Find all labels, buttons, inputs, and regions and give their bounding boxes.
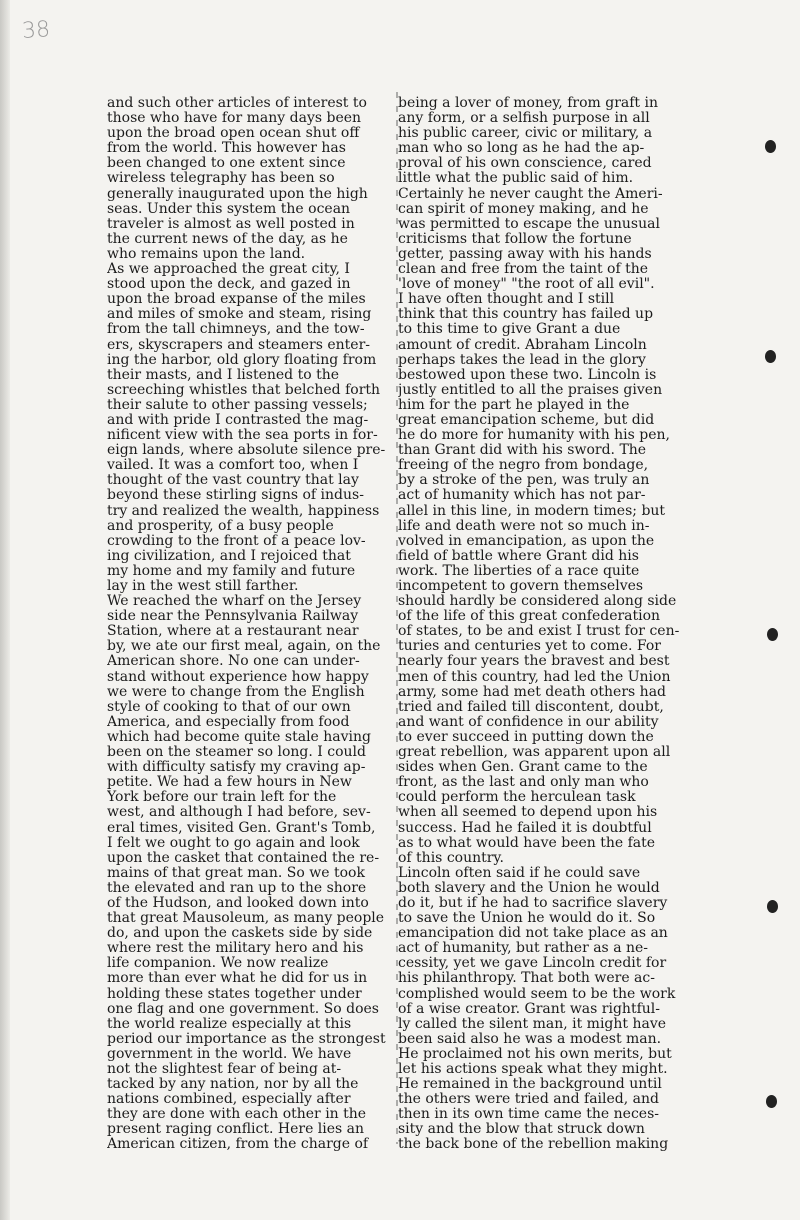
text-line: life and death were not so much in-	[398, 518, 650, 534]
text-line: their masts, and I listened to the	[107, 367, 340, 383]
text-line: He proclaimed not his own merits, but	[398, 1046, 672, 1062]
binding-hole	[765, 140, 776, 153]
text-line: we were to change from the English	[107, 684, 365, 700]
text-line: wireless telegraphy has been so	[107, 171, 335, 187]
text-line: upon the casket that contained the re-	[107, 850, 380, 866]
text-line: the current news of the day, as he	[107, 231, 348, 247]
text-line: seas. Under this system the ocean	[107, 201, 351, 217]
text-line: stood upon the deck, and gazed in	[107, 277, 351, 293]
text-line: act of humanity, but rather as a ne-	[398, 941, 649, 957]
text-line: work. The liberties of a race quite	[398, 563, 640, 579]
text-line: the world realize especially at this	[107, 1016, 352, 1032]
text-line: turies and centuries yet to come. For	[398, 639, 661, 655]
text-line: We reached the wharf on the Jersey	[107, 594, 362, 610]
text-line: do, and upon the caskets side by side	[107, 926, 373, 942]
text-line: thought of the vast country that lay	[107, 473, 359, 489]
text-line: nations combined, especially after	[107, 1092, 351, 1108]
text-line: 'love of money" "the root of all evil".	[398, 277, 655, 293]
text-line: army, some had met death others had	[398, 684, 666, 700]
text-line: beyond these stirling signs of indus-	[107, 488, 364, 504]
text-line: criticisms that follow the fortune	[398, 231, 632, 247]
text-line: any form, or a selfish purpose in all	[398, 111, 650, 127]
binding-hole	[767, 628, 778, 641]
text-line: as to what would have been the fate	[398, 835, 656, 851]
text-line: their salute to other passing vessels;	[107, 397, 368, 413]
text-line: stand without experience how happy	[107, 669, 369, 685]
right-text-column	[398, 96, 688, 1153]
text-line: sity and the blow that struck down	[398, 1122, 645, 1138]
binding-hole	[766, 1095, 777, 1108]
text-line: side near the Pennsylvania Railway	[107, 609, 359, 625]
text-line: upon the broad expanse of the miles	[107, 292, 366, 308]
text-line: that great Mausoleum, as many people	[107, 911, 385, 927]
text-line: complished would seem to be the work	[398, 986, 676, 1002]
text-line: of a wise creator. Grant was rightful-	[398, 1001, 660, 1017]
text-line: Station, where at a restaurant near	[107, 624, 359, 640]
text-line: than Grant did with his sword. The	[398, 443, 647, 459]
text-line: men of this country, had led the Union	[398, 669, 671, 685]
text-line: which had become quite stale having	[107, 729, 372, 745]
text-line: could perform the herculean task	[398, 790, 636, 806]
text-line: when all seemed to depend upon his	[398, 805, 658, 821]
text-line: ly called the silent man, it might have	[398, 1016, 667, 1032]
text-line: and such other articles of interest to	[107, 96, 367, 111]
text-line: and prosperity, of a busy people	[107, 518, 334, 534]
text-line: to save the Union he would do it. So	[398, 911, 656, 927]
text-line: of this country.	[398, 850, 504, 866]
text-line: allel in this line, in modern times; but	[398, 503, 666, 519]
text-line: by a stroke of the pen, was truly an	[398, 473, 650, 489]
text-line: not the slightest fear of being at-	[107, 1062, 342, 1077]
text-line: and miles of smoke and steam, rising	[107, 307, 372, 323]
text-line: to this time to give Grant a due	[398, 322, 621, 338]
text-line: generally inaugurated upon the high	[107, 186, 368, 202]
text-line: those who have for many days been	[107, 111, 362, 127]
text-line: and with pride I contrasted the mag-	[107, 412, 369, 428]
text-line: proval of his own conscience, cared	[398, 156, 652, 172]
text-line: can spirit of money making, and he	[398, 201, 649, 217]
text-line: the back bone of the rebellion making	[398, 1137, 669, 1153]
text-line: tried and failed till discontent, doubt,	[398, 699, 664, 715]
text-line: success. Had he failed it is doubtful	[398, 820, 652, 836]
text-line: of the Hudson, and looked down into	[107, 895, 369, 911]
text-line: style of cooking to that of our own	[107, 699, 351, 715]
text-line: perhaps takes the lead in the glory	[398, 352, 646, 368]
text-line: great emancipation scheme, but did	[398, 412, 655, 428]
page-number: 38	[21, 17, 51, 44]
text-line: traveler is almost as well posted in	[107, 216, 355, 232]
text-line: volved in emancipation, as upon the	[398, 533, 655, 549]
text-line: they are done with each other in the	[107, 1107, 367, 1123]
text-line: both slavery and the Union he would	[398, 880, 660, 896]
text-line: his philanthropy. That both were ac-	[398, 971, 655, 987]
text-line: my home and my family and future	[107, 563, 356, 579]
text-line: government in the world. We have	[107, 1046, 352, 1062]
text-line: do it, but if he had to sacrifice slavery	[398, 895, 668, 911]
text-line: nearly four years the bravest and best	[398, 654, 670, 670]
binding-hole	[767, 900, 778, 913]
text-line: American shore. No one can under-	[107, 654, 360, 670]
text-line: he do more for humanity with his pen,	[398, 428, 671, 444]
text-line: ers, skyscrapers and steamers enter-	[107, 337, 371, 353]
text-line: I have often thought and I still	[398, 292, 615, 308]
text-line: American citizen, from the charge of	[107, 1137, 369, 1153]
binding-hole	[765, 350, 776, 363]
text-line: from the tall chimneys, and the tow-	[107, 322, 365, 338]
text-line: York before our train left for the	[107, 790, 337, 806]
text-line: amount of credit. Abraham Lincoln	[398, 337, 647, 353]
text-line: emancipation did not take place as an	[398, 926, 668, 942]
text-line: eign lands, where absolute silence pre-	[107, 443, 386, 459]
text-line: ing the harbor, old glory floating from	[107, 352, 377, 368]
text-line: present raging conflict. Here lies an	[107, 1122, 365, 1138]
text-line: then in its own time came the neces-	[398, 1107, 659, 1123]
text-line: vailed. It was a comfort too, when I	[107, 458, 359, 474]
scan-edge	[0, 0, 10, 1220]
text-line: incompetent to govern themselves	[398, 579, 644, 594]
text-line: justly entitled to all the praises given	[398, 382, 663, 398]
text-line: been changed to one extent since	[107, 156, 346, 172]
text-line: west, and although I had before, sev-	[107, 805, 371, 821]
text-line: one flag and one government. So does	[107, 1001, 379, 1017]
text-line: As we approached the great city, I	[107, 262, 350, 278]
text-line: with difficulty satisfy my craving ap-	[107, 760, 366, 776]
text-line: upon the broad open ocean shut off	[107, 126, 360, 142]
text-line: crowding to the front of a peace lov-	[107, 533, 366, 549]
text-line: Lincoln often said if he could save	[398, 865, 641, 881]
text-line: try and realized the wealth, happiness	[107, 503, 380, 519]
text-line: his public career, civic or military, a	[398, 126, 653, 142]
text-line: front, as the last and only man who	[398, 775, 649, 791]
text-line: him for the part he played in the	[398, 397, 630, 413]
text-line: little what the public said of him.	[398, 171, 634, 187]
text-line: of the life of this great confederation	[398, 609, 661, 625]
text-line: bestowed upon these two. Lincoln is	[398, 367, 657, 383]
text-line: cessity, yet we gave Lincoln credit for	[398, 956, 667, 972]
text-line: been on the steamer so long. I could	[107, 745, 366, 761]
text-line: from the world. This however has	[107, 141, 346, 157]
text-line: Certainly he never caught the Ameri-	[398, 186, 663, 202]
text-line: let his actions speak what they might.	[398, 1062, 668, 1077]
text-line: getter, passing away with his hands	[398, 246, 652, 262]
text-line: the elevated and ran up to the shore	[107, 880, 367, 896]
text-line: and want of confidence in our ability	[398, 714, 659, 730]
text-line: He remained in the background until	[398, 1077, 662, 1093]
text-line: who remains upon the land.	[107, 246, 306, 262]
text-line: the others were tried and failed, and	[398, 1092, 659, 1108]
text-line: mains of that great man. So we took	[107, 865, 365, 881]
text-line: field of battle where Grant did his	[398, 548, 639, 564]
text-line: being a lover of money, from graft in	[398, 96, 658, 111]
text-line: where rest the military hero and his	[107, 941, 364, 957]
left-text-column	[107, 96, 397, 1153]
text-line: freeing of the negro from bondage,	[398, 458, 649, 474]
text-line: man who so long as he had the ap-	[398, 141, 645, 157]
text-line: period our importance as the strongest	[107, 1031, 386, 1047]
text-line: should hardly be considered along side	[398, 594, 677, 610]
text-line: think that this country has failed up	[398, 307, 654, 323]
text-line: tacked by any nation, nor by all the	[107, 1077, 359, 1093]
text-line: life companion. We now realize	[107, 956, 329, 972]
text-line: by, we ate our first meal, again, on the	[107, 639, 381, 655]
text-line: of states, to be and exist I trust for cen-	[398, 624, 680, 640]
text-line: screeching whistles that belched forth	[107, 382, 381, 398]
text-line: more than ever what he did for us in	[107, 971, 368, 987]
text-line: eral times, visited Gen. Grant's Tomb,	[107, 820, 376, 836]
text-line: was permitted to escape the unusual	[398, 216, 660, 232]
text-line: great rebellion, was apparent upon all	[398, 745, 671, 761]
text-line: ing civilization, and I rejoiced that	[107, 548, 351, 564]
text-line: act of humanity which has not par-	[398, 488, 646, 504]
text-line: to ever succeed in putting down the	[398, 729, 654, 745]
text-line: been said also he was a modest man.	[398, 1031, 662, 1047]
text-line: clean and free from the taint of the	[398, 262, 649, 278]
text-line: America, and especially from food	[107, 714, 350, 730]
text-line: lay in the west still farther.	[107, 579, 299, 594]
text-line: I felt we ought to go again and look	[107, 835, 360, 851]
text-line: holding these states together under	[107, 986, 362, 1002]
text-line: petite. We had a few hours in New	[107, 775, 352, 791]
text-line: nificent view with the sea ports in for-	[107, 428, 378, 444]
text-line: sides when Gen. Grant came to the	[398, 760, 648, 776]
